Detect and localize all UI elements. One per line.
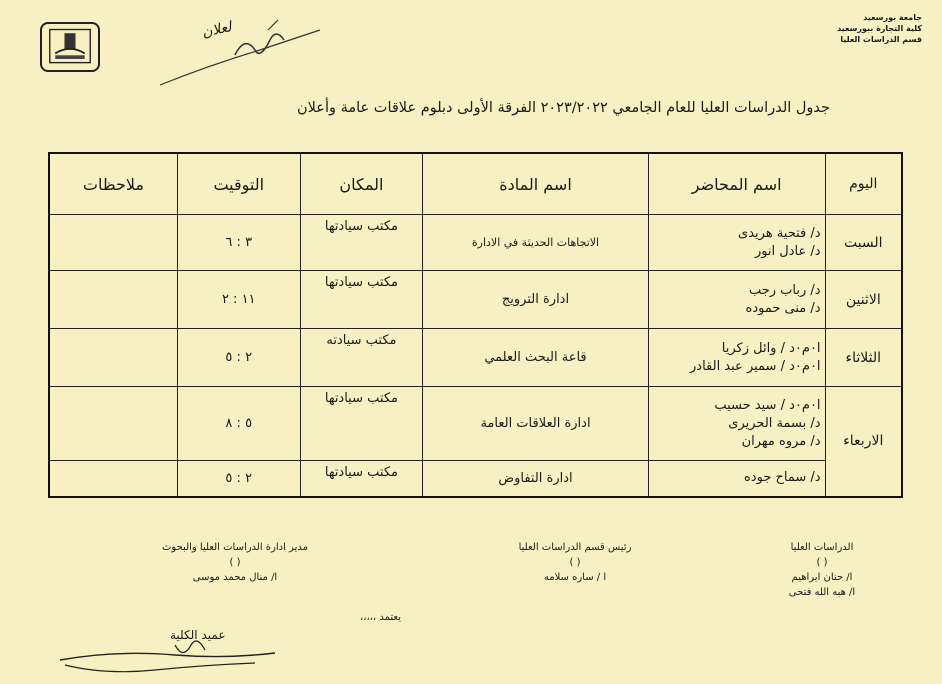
header-time: التوقيت — [177, 153, 300, 215]
signature-title: رئيس قسم الدراسات العليا — [518, 542, 632, 553]
university-header — [812, 12, 922, 45]
day-cell: الاربعاء — [825, 387, 902, 497]
lecturer-name: ا٠م٠د / وائل زكريا — [721, 340, 821, 356]
place-cell: مكتب سيادتها — [300, 387, 423, 461]
lecturer-name: ا٠م٠د / سمير عبد القادر — [690, 358, 821, 374]
subject-cell: ادارة الترويج — [423, 271, 649, 329]
header-notes: ملاحظات — [49, 153, 177, 215]
lecturer-cell — [648, 271, 825, 329]
lecturer-name: د/ رباب رجب — [748, 282, 821, 298]
notes-cell — [49, 215, 177, 271]
lecturer-cell — [648, 329, 825, 387]
lecturer-name: د/ مروه مهران — [741, 433, 821, 449]
logo-emblem-icon — [42, 24, 98, 70]
signatory-name: ا/ هبه الله فتحى — [788, 587, 856, 598]
table-row — [49, 461, 902, 497]
notes-cell — [49, 329, 177, 387]
time-cell: ١١ : ٢ — [177, 271, 300, 329]
signature-title: مدير ادارة الدراسات العليا والبحوث — [162, 542, 308, 553]
table-row — [49, 329, 902, 387]
faculty-name: كلية التجارة ببورسعيد — [837, 24, 922, 33]
department-name: قسم الدراسات العليا — [840, 35, 922, 44]
day-cell: الاثنين — [825, 271, 902, 329]
lecturer-name: د/ منى حموده — [745, 300, 821, 316]
header-handwritten-signature — [150, 10, 330, 90]
place-cell: مكتب سيادتها — [300, 271, 423, 329]
table-row — [49, 271, 902, 329]
footer-signature-postgrad — [747, 540, 897, 600]
subject-cell: قاعة البحث العلمي — [423, 329, 649, 387]
notes-cell — [49, 387, 177, 461]
time-cell: ٢ : ٥ — [177, 461, 300, 497]
notes-cell — [49, 461, 177, 497]
table-row — [49, 387, 902, 461]
footer-signature-head — [480, 540, 670, 585]
approval-text: يعتمد ،،،،، — [360, 612, 401, 623]
header-place: المكان — [300, 153, 423, 215]
lecturer-name: د/ سماح جوده — [744, 470, 821, 486]
signatory-name: ا/ حنان ابراهيم — [791, 572, 853, 583]
lecturer-cell — [648, 387, 825, 461]
header-lecturer: اسم المحاضر — [648, 153, 825, 215]
schedule-title: جدول الدراسات العليا للعام الجامعي ٢٠٢٣/٢٠٢٢ الفرقة الأولى دبلوم علاقات عامة وأعلان — [297, 100, 830, 116]
signatory-name: ا / ساره سلامه — [543, 572, 607, 583]
day-cell: السبت — [825, 215, 902, 271]
schedule-table — [48, 152, 903, 498]
time-cell: ٣ : ٦ — [177, 215, 300, 271]
time-cell: ٢ : ٥ — [177, 329, 300, 387]
lecturer-cell — [648, 215, 825, 271]
lecturer-name: د/ فتحية هريدى — [738, 225, 821, 241]
place-cell: مكتب سيادتها — [300, 215, 423, 271]
table-header-row — [49, 153, 902, 215]
dean-handwritten-signature — [55, 635, 285, 680]
lecturer-name: ا٠م٠د / سيد حسيب — [714, 397, 821, 413]
signature-title: الدراسات العليا — [790, 542, 854, 553]
table-row — [49, 215, 902, 271]
header-day: اليوم — [825, 153, 902, 215]
university-logo — [40, 22, 100, 72]
time-cell: ٥ : ٨ — [177, 387, 300, 461]
subject-cell: ادارة العلاقات العامة — [423, 387, 649, 461]
signature-mark: ( ) — [816, 557, 828, 568]
signature-mark: ( ) — [229, 557, 241, 568]
dean-title: عميد الكلية — [170, 628, 226, 642]
place-cell: مكتب سيادتها — [300, 461, 423, 497]
lecturer-name: د/ بسمة الحريرى — [728, 415, 821, 431]
subject-cell: ادارة التفاوض — [423, 461, 649, 497]
notes-cell — [49, 271, 177, 329]
day-cell: الثلاثاء — [825, 329, 902, 387]
header-subject: اسم المادة — [423, 153, 649, 215]
subject-cell: الاتجاهات الحديثة في الادارة — [423, 215, 649, 271]
handwritten-note: لعلان — [200, 19, 233, 41]
university-name: جامعة بورسعيد — [863, 13, 922, 22]
lecturer-cell — [648, 461, 825, 497]
place-cell: مكتب سيادته — [300, 329, 423, 387]
footer-signature-director — [115, 540, 355, 585]
signatory-name: ا/ منال محمد موسى — [192, 572, 278, 583]
lecturer-name: د/ عادل انور — [754, 243, 821, 259]
signature-mark: ( ) — [569, 557, 581, 568]
